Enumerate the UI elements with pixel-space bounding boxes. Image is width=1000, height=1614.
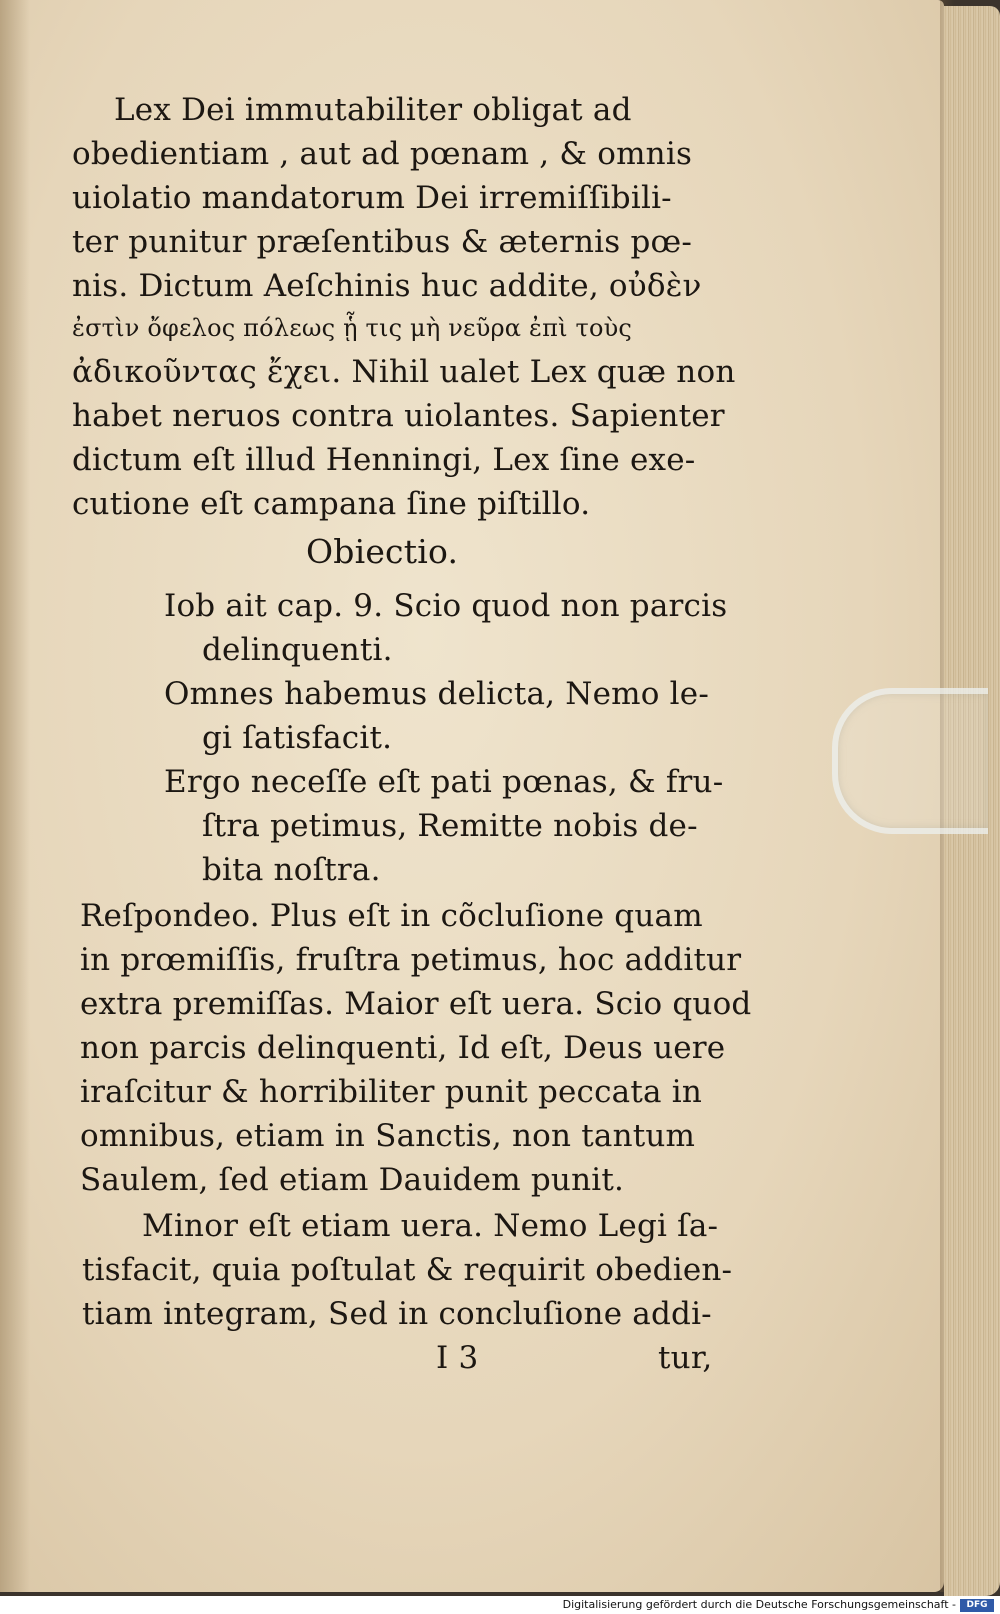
catchword: tur, (658, 1340, 713, 1376)
text-line: cutione eſt campana ſine piſtillo. (72, 486, 591, 522)
greek-text-line: ἐστὶν ὄφελος πόλεως ᾗ τις μὴ νεῦρα ἐπὶ τοὺς (72, 314, 633, 342)
section-heading: Obiectio. (306, 532, 459, 571)
text-line: Saulem, ſed etiam Dauidem punit. (80, 1162, 625, 1198)
text-line: extra premiſſas. Maior eſt uera. Scio quod (80, 986, 752, 1022)
text-line: uiolatio mandatorum Dei irremiſſibili- (72, 180, 672, 216)
text-line: Omnes habemus delicta, Nemo le- (164, 676, 709, 712)
text-line: iraſcitur & horribiliter punit peccata in (80, 1074, 703, 1110)
text-line: delinquenti. (202, 632, 393, 668)
text-line: ἀδικοῦντας ἔχει. Nihil ualet Lex quæ non (72, 354, 736, 390)
text-line: dictum eſt illud Henningi, Lex ſine exe- (72, 442, 696, 478)
signature-mark: I 3 (436, 1340, 479, 1376)
text-line: tiam integram, Sed in concluſione addi- (82, 1296, 712, 1332)
text-line: ſtra petimus, Remitte nobis de- (202, 808, 698, 844)
dfg-logo: DFG (960, 1599, 994, 1612)
page-gutter-shadow (0, 0, 30, 1592)
text-line: bita noſtra. (202, 852, 381, 888)
text-line: habet neruos contra uiolantes. Sapienter (72, 398, 725, 434)
text-line: non parcis delinquenti, Id eſt, Deus uere (80, 1030, 726, 1066)
text-line: Iob ait cap. 9. Scio quod non parcis (164, 588, 728, 624)
text-line: ter punitur præſentibus & æternis pœ- (72, 224, 693, 260)
text-line: in prœmiſſis, fruſtra petimus, hoc additur (80, 942, 742, 978)
text-line: Lex Dei immutabiliter obligat ad (114, 92, 632, 128)
text-line: obedientiam , aut ad pœnam , & omnis (72, 136, 693, 172)
text-line: omnibus, etiam in Sanctis, non tantum (80, 1118, 696, 1154)
text-line: Reſpondeo. Plus eſt in cõcluſione quam (80, 898, 703, 934)
text-line: Ergo neceſſe eſt pati pœnas, & fru- (164, 764, 724, 800)
text-line: Minor eſt etiam uera. Nemo Legi ſa- (142, 1208, 719, 1244)
text-line: nis. Dictum Aeſchinis huc addite, οὐδὲν (72, 268, 702, 304)
page-clip-icon (832, 688, 988, 834)
page-text (72, 92, 752, 1376)
footer-credit: Digitalisierung gefördert durch die Deutsche Forschungsgemeinschaft - (562, 1598, 956, 1611)
text-line: tisfacit, quia poſtulat & requirit obedien- (82, 1252, 733, 1288)
text-line: gi ſatisfacit. (202, 720, 393, 756)
